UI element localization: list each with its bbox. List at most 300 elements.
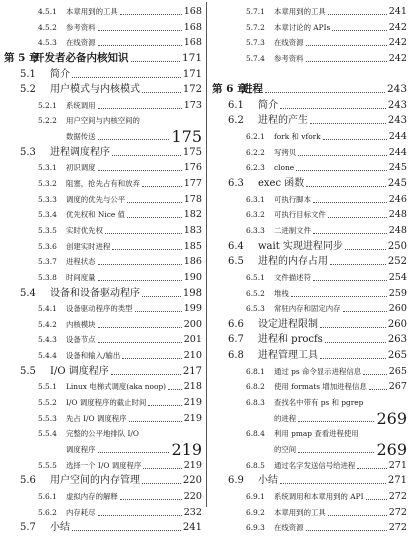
toc-entry-row[interactable] (4, 520, 202, 536)
toc-entry-number: 6.9 (228, 475, 244, 487)
toc-page-number: 217 (182, 365, 202, 377)
toc-entry-title: I/O 调度程序的截止时间 (66, 398, 147, 408)
toc-page-number: 260 (388, 303, 407, 315)
toc-entry-row[interactable] (4, 129, 202, 145)
toc-entry-title: 进程和 procfs (258, 334, 323, 346)
toc-page-number: 243 (387, 115, 407, 127)
toc-leader-dots (306, 35, 387, 46)
toc-entry-number: 5.3 (20, 146, 36, 158)
toc-page-number: 200 (183, 318, 202, 330)
toc-entry-number: 5.2 (20, 84, 36, 96)
toc-entry-number: 5.3.8 (38, 272, 57, 282)
toc-entry-title: 本章讨论的 APIs (274, 22, 331, 32)
toc-entry-number: 6.8.2 (246, 382, 265, 392)
toc-entry-number: 6.8.3 (246, 398, 265, 408)
toc-entry-number: 6.1 (228, 99, 244, 111)
toc-leader-dots (296, 160, 387, 171)
toc-entry-row[interactable] (212, 439, 407, 459)
toc-entry-number: 6.3 (228, 178, 244, 190)
toc-page-number: 248 (388, 224, 407, 236)
toc-leader-dots (320, 348, 386, 359)
toc-entry-title: clone (274, 163, 295, 173)
toc-entry-row[interactable] (4, 98, 202, 114)
toc-chapter-row[interactable] (4, 51, 202, 67)
toc-entry-title: exec 函数 (258, 178, 305, 190)
toc-entry-number: 6.9.2 (246, 507, 265, 517)
toc-entry-row[interactable] (212, 4, 407, 20)
toc-page-number: 199 (183, 303, 202, 315)
toc-page-number: 172 (182, 84, 202, 96)
toc-leader-dots (98, 505, 182, 516)
toc-leader-dots (98, 35, 182, 46)
toc-page-number: 254 (388, 271, 407, 283)
toc-entry-number: 5.7.4 (246, 53, 265, 63)
toc-entry-number: 6.2.3 (246, 163, 265, 173)
toc-page-number: 219 (183, 459, 202, 471)
toc-entry-number: 6.7 (228, 334, 244, 346)
toc-leader-dots (313, 192, 387, 203)
toc-entry-row[interactable] (212, 176, 407, 192)
toc-entry-title: 开发者必备内核知识 (34, 51, 129, 64)
toc-entry-title: 小结 (258, 475, 278, 487)
toc-page-number: 185 (183, 240, 202, 252)
toc-entry-number: 5.5.4 (38, 429, 57, 439)
toc-entry-title: I/O 调度程序 (50, 365, 109, 377)
toc-page-number: 171 (181, 51, 202, 64)
toc-entry-title: Linux 电梯式调度(aka noop) (66, 382, 167, 392)
toc-entry-row[interactable] (4, 20, 202, 36)
toc-entry-row[interactable] (212, 505, 407, 521)
toc-entry-row[interactable] (4, 348, 202, 364)
toc-entry-title: 通过 ps 命令显示进程信息 (274, 366, 362, 376)
toc-entry-title: 堆栈 (274, 288, 289, 298)
toc-leader-dots (112, 145, 181, 156)
toc-entry-title: 进程管理工具 (258, 350, 318, 362)
toc-entry-row[interactable] (4, 192, 202, 208)
toc-page-number: 183 (183, 224, 202, 236)
toc-entry-number: 5.7.1 (246, 7, 265, 16)
toc-entry-number: 第 5 章 (4, 51, 40, 64)
toc-leader-dots (98, 160, 182, 171)
toc-entry-number: 6.5.1 (246, 272, 265, 282)
toc-column-right (212, 4, 407, 536)
toc-entry-title: 写拷贝 (274, 147, 297, 157)
toc-leader-dots (143, 458, 182, 469)
toc-leader-dots (313, 270, 387, 281)
toc-entry-row[interactable] (4, 239, 202, 255)
toc-entry-number: 6.9.1 (246, 491, 265, 501)
toc-leader-dots (298, 145, 387, 156)
toc-entry-number: 5.3.6 (38, 241, 57, 251)
toc-page-number: 272 (388, 506, 407, 518)
toc-entry-row[interactable] (212, 129, 407, 145)
toc-entry-row[interactable] (4, 176, 202, 192)
toc-leader-dots (323, 129, 387, 140)
toc-entry-title: 在线资源 (274, 523, 304, 533)
toc-entry-number: 6.6 (228, 318, 244, 330)
toc-entry-title: 实时优先权 (66, 225, 103, 235)
toc-entry-title: 简介 (50, 68, 70, 80)
toc-leader-dots (111, 364, 181, 375)
toc-page-number: 245 (388, 162, 407, 174)
toc-entry-number: 5.4.2 (38, 319, 57, 329)
toc-leader-dots (127, 207, 182, 218)
toc-entry-row[interactable] (4, 286, 202, 302)
toc-leader-dots (343, 301, 387, 312)
toc-entry-row[interactable] (212, 317, 407, 333)
toc-entry-row[interactable] (212, 332, 407, 348)
toc-page-number: 176 (183, 162, 202, 174)
toc-entry-title: 小结 (50, 522, 70, 534)
toc-entry-number: 6.8.4 (246, 429, 265, 439)
toc-page-number: 219 (171, 439, 202, 459)
toc-entry-number: 5.6.1 (38, 491, 57, 501)
toc-entry-number: 6.8 (228, 350, 244, 362)
toc-entry-title: 本章用到的工具 (274, 507, 326, 517)
toc-chapter-row[interactable] (212, 82, 407, 98)
toc-entry-number: 4.5.3 (38, 38, 57, 48)
toc-entry-title: 设备驱动程序的类型 (66, 304, 133, 314)
toc-page-number: 244 (388, 131, 407, 143)
toc-page-number: 242 (388, 37, 407, 49)
toc-column-left (4, 4, 202, 536)
toc-leader-dots (366, 489, 387, 500)
toc-entry-title: 用户模式与内核模式 (50, 84, 140, 96)
toc-entry-row[interactable] (4, 505, 202, 521)
toc-leader-dots (131, 51, 180, 62)
toc-entry-title: 设备和设备驱动程序 (50, 287, 140, 299)
toc-entry-row[interactable] (4, 82, 202, 98)
toc-entry-row[interactable] (212, 113, 407, 129)
toc-entry-row[interactable] (4, 489, 202, 505)
toc-entry-title: 内核模块 (66, 319, 96, 329)
toc-page-number: 173 (183, 99, 202, 111)
toc-entry-number: 5.2.1 (38, 100, 57, 110)
toc-entry-number: 5.4.3 (38, 335, 57, 345)
toc-entry-title: 初识调度 (66, 163, 96, 173)
toc-entry-number: 5.5.2 (38, 398, 57, 408)
toc-entry-title: 通过名字发送信号给进程 (274, 460, 356, 470)
toc-entry-title: 参考资料 (66, 22, 96, 32)
toc-page-number: 168 (183, 21, 202, 33)
toc-entry-title: 时间度量 (66, 272, 96, 282)
toc-entry-title: 利用 pmap 查看进程使用 (274, 429, 359, 439)
toc-page-number: 242 (388, 21, 407, 33)
toc-leader-dots (306, 176, 386, 187)
toc-entry-number: 5.4.1 (38, 304, 57, 314)
toc-entry-number: 5.5.3 (38, 413, 57, 423)
toc-page-number: 260 (387, 318, 407, 330)
toc-entry-number: 5.7.3 (246, 38, 265, 48)
toc-leader-dots (98, 20, 182, 31)
toc-leader-dots (280, 473, 386, 484)
toc-page-number: 272 (388, 522, 407, 534)
toc-entry-row[interactable] (212, 35, 407, 51)
toc-page-number: 271 (387, 475, 407, 487)
toc-entry-title: 用户空间与内核空间的 (66, 116, 140, 126)
toc-entry-number: 6.9.3 (246, 523, 265, 533)
toc-leader-dots (363, 364, 387, 375)
toc-entry-title: 可执行目标文件 (274, 210, 326, 220)
toc-leader-dots (298, 442, 374, 453)
toc-entry-number: 5.5.5 (38, 460, 57, 470)
toc-leader-dots (127, 192, 182, 203)
toc-page-number: 252 (387, 256, 407, 268)
toc-leader-dots (313, 223, 387, 234)
toc-leader-dots (306, 520, 387, 531)
toc-entry-title: 选择一个 I/O 调度程序 (66, 460, 142, 470)
toc-page-number: 232 (183, 506, 202, 518)
toc-page-number: 265 (388, 365, 407, 377)
toc-entry-number: 5.7.2 (246, 22, 265, 32)
toc-entry-number: 5.2.2 (38, 116, 57, 126)
toc-entry-title: 调度的优先与公平 (66, 194, 126, 204)
toc-entry-row[interactable] (4, 270, 202, 286)
toc-page-number: 250 (387, 240, 407, 252)
toc-leader-dots (98, 317, 182, 328)
toc-entry-title: 进程状态 (66, 257, 96, 267)
toc-entry-number: 6.8.1 (246, 366, 265, 376)
toc-entry-title: wait 实现进程同步 (258, 240, 343, 252)
toc-entry-title: 参考资料 (274, 53, 304, 63)
toc-leader-dots (72, 520, 181, 531)
toc-leader-dots (168, 379, 182, 390)
toc-leader-dots (369, 379, 387, 390)
toc-entry-row[interactable] (4, 379, 202, 395)
toc-page-number: 263 (387, 334, 407, 346)
toc-leader-dots (98, 254, 182, 265)
toc-leader-dots (328, 207, 387, 218)
toc-entry-number: 5.5.1 (38, 382, 57, 392)
toc-entry-number: 5.6.2 (38, 507, 57, 517)
toc-entry-row[interactable] (212, 458, 407, 474)
toc-entry-title: 本章用到的工具 (274, 7, 326, 16)
toc-entry-number: 6.3.1 (246, 194, 265, 204)
toc-page-number: 269 (376, 408, 407, 428)
toc-entry-row[interactable] (212, 145, 407, 161)
toc-entry-row[interactable] (4, 207, 202, 223)
toc-entry-number: 5.1 (20, 68, 36, 80)
toc-entry-row[interactable] (212, 270, 407, 286)
toc-entry-row[interactable] (4, 67, 202, 83)
toc-leader-dots (120, 4, 182, 15)
toc-entry-title: 内存耗尽 (66, 507, 96, 517)
toc-leader-dots (332, 20, 387, 31)
toc-page-number: 198 (182, 287, 202, 299)
toc-page-number: 218 (183, 381, 202, 393)
toc-entry-title: 简介 (258, 99, 278, 111)
toc-page-number: 220 (183, 490, 202, 502)
toc-page-number: 175 (171, 127, 202, 147)
toc-leader-dots (298, 411, 374, 422)
toc-leader-dots (120, 489, 182, 500)
toc-entry-row[interactable] (4, 439, 202, 459)
toc-entry-title: 设备和输入/输出 (66, 351, 121, 361)
toc-entry-row[interactable] (212, 223, 407, 239)
toc-entry-row[interactable] (4, 4, 202, 20)
toc-page-number: 241 (388, 6, 407, 17)
toc-entry-title: 二进制文件 (274, 225, 311, 235)
toc-entry-title: 可执行脚本 (274, 194, 311, 204)
toc-entry-title: 优先权和 Nice 值 (66, 210, 125, 220)
toc-page-number: 168 (183, 6, 202, 17)
toc-leader-dots (320, 317, 386, 328)
toc-leader-dots (306, 51, 387, 62)
toc-entry-number: 5.3.1 (38, 163, 57, 173)
toc-entry-number: 5.3.7 (38, 257, 57, 267)
toc-entry-title: 进程 (242, 83, 263, 96)
toc-page-number: 242 (388, 52, 407, 64)
toc-entry-title: 进程的内存占用 (258, 256, 328, 268)
toc-entry-row[interactable] (212, 20, 407, 36)
toc-page-number: 243 (387, 99, 407, 111)
toc-entry-title: 虚拟内存的解释 (66, 491, 118, 501)
toc-entry-number: 5.3.4 (38, 210, 57, 220)
toc-leader-dots (291, 286, 387, 297)
toc-entry-row[interactable] (212, 160, 407, 176)
toc-entry-row[interactable] (212, 348, 407, 364)
toc-entry-row[interactable] (4, 473, 202, 489)
toc-leader-dots (112, 239, 182, 250)
toc-page-number: 265 (387, 350, 407, 362)
toc-entry-number: 5.4.4 (38, 351, 57, 361)
toc-entry-row[interactable] (212, 408, 407, 428)
toc-leader-dots (280, 98, 386, 109)
toc-entry-row[interactable] (212, 473, 407, 489)
toc-page-number: 241 (182, 522, 202, 534)
toc-entry-title: fork 和 vfork (274, 132, 321, 142)
toc-entry-title: 进程调度程序 (50, 146, 110, 158)
toc-entry-number: 6.5 (228, 256, 244, 268)
toc-entry-title: 设定进程限制 (258, 318, 318, 330)
toc-page-number: 219 (183, 397, 202, 409)
toc-entry-row[interactable] (4, 332, 202, 348)
toc-entry-row[interactable] (212, 489, 407, 505)
toc-entry-row[interactable] (4, 254, 202, 270)
toc-entry-title: 的空间 (274, 444, 297, 454)
toc-entry-row[interactable] (212, 51, 407, 67)
toc-entry-row[interactable] (212, 301, 407, 317)
toc-entry-number: 第 6 章 (212, 83, 248, 96)
toc-entry-number: 6.2 (228, 115, 244, 127)
toc-page-number: 219 (183, 412, 202, 424)
toc-leader-dots (357, 458, 387, 469)
toc-page-number: 171 (182, 68, 202, 80)
toc-entry-number: 5.5 (20, 365, 36, 377)
toc-entry-title: 先占 I/O 调度程序 (66, 413, 127, 423)
toc-leader-dots (105, 223, 182, 234)
toc-entry-title: 在线资源 (66, 38, 96, 48)
toc-entry-row[interactable] (4, 317, 202, 333)
toc-entry-title: 在线资源 (274, 38, 304, 48)
toc-page-number: 175 (182, 146, 202, 158)
toc-page-number: 190 (183, 271, 202, 283)
toc-entry-row[interactable] (212, 364, 407, 380)
toc-entry-number: 5.6 (20, 475, 36, 487)
toc-entry-title: 用户空间的内存管理 (50, 475, 140, 487)
toc-leader-dots (98, 270, 182, 281)
toc-entry-title: 设备节点 (66, 335, 96, 345)
toc-page-number: 201 (183, 334, 202, 346)
toc-leader-dots (265, 82, 385, 93)
toc-entry-number: 6.3.3 (246, 225, 265, 235)
toc-entry-row[interactable] (4, 160, 202, 176)
toc-page-number: 269 (376, 439, 407, 459)
toc-entry-number: 6.4 (228, 240, 244, 252)
toc-entry-number: 5.3.5 (38, 225, 57, 235)
toc-entry-title: 使用 formats 增加进程信息 (274, 382, 367, 392)
toc-entry-row[interactable] (212, 98, 407, 114)
toc-leader-dots (122, 348, 182, 359)
toc-entry-number: 6.2.2 (246, 147, 265, 157)
toc-entry-row[interactable] (4, 145, 202, 161)
toc-entry-row[interactable] (212, 254, 407, 270)
toc-entry-row[interactable] (212, 379, 407, 395)
toc-leader-dots (142, 176, 182, 187)
toc-entry-title: 进程的产生 (258, 115, 308, 127)
toc-entry-row[interactable] (4, 223, 202, 239)
toc-leader-dots (142, 473, 181, 484)
toc-page-number: 271 (388, 459, 407, 471)
toc-leader-dots (328, 505, 387, 516)
toc-entry-row[interactable] (212, 192, 407, 208)
toc-entry-number: 5.3.2 (38, 179, 57, 189)
toc-entry-number: 5.4 (20, 287, 36, 299)
toc-page-number: 272 (388, 490, 407, 502)
toc-entry-row[interactable] (4, 301, 202, 317)
toc-leader-dots (148, 395, 182, 406)
toc-page-number: 178 (183, 193, 202, 205)
toc-spacer (212, 67, 407, 83)
toc-entry-row[interactable] (4, 458, 202, 474)
toc-entry-row[interactable] (4, 364, 202, 380)
toc-leader-dots (135, 301, 182, 312)
toc-entry-title: 阻塞，抢先占有和放弃 (66, 179, 140, 189)
toc-entry-title: 本章用到的工具 (66, 7, 118, 16)
toc-page-number: 244 (388, 146, 407, 158)
toc-entry-title: 创建实时进程 (66, 241, 111, 251)
toc-entry-row[interactable] (212, 520, 407, 536)
toc-page-number: 245 (387, 178, 407, 190)
toc-leader-dots (142, 286, 181, 297)
toc-page-number: 177 (183, 178, 202, 190)
toc-leader-dots (328, 4, 387, 15)
toc-entry-title: 文件描述符 (274, 272, 311, 282)
toc-leader-dots (72, 67, 181, 78)
toc-leader-dots (129, 411, 182, 422)
toc-entry-number: 5.7 (20, 522, 36, 534)
toc-entry-number: 6.5.3 (246, 304, 265, 314)
toc-entry-title: 完整的公平地排队 I/O (66, 429, 139, 439)
toc-entry-row[interactable] (212, 207, 407, 223)
toc-leader-dots (142, 82, 181, 93)
toc-entry-row[interactable] (212, 239, 407, 255)
toc-entry-row[interactable] (4, 395, 202, 411)
toc-entry-row[interactable] (212, 286, 407, 302)
toc-leader-dots (325, 332, 386, 343)
column-divider (206, 2, 207, 507)
toc-leader-dots (98, 442, 169, 453)
toc-leader-dots (98, 129, 169, 140)
toc-entry-number: 5.3.3 (38, 194, 57, 204)
toc-entry-title: 数据传送 (66, 132, 96, 142)
toc-entry-number: 6.8.5 (246, 460, 265, 470)
toc-page-number: 246 (388, 193, 407, 205)
toc-entry-row[interactable] (4, 411, 202, 427)
toc-entry-row[interactable] (4, 35, 202, 51)
toc-entry-number: 6.2.1 (246, 132, 265, 142)
toc-page-number: 248 (388, 209, 407, 221)
